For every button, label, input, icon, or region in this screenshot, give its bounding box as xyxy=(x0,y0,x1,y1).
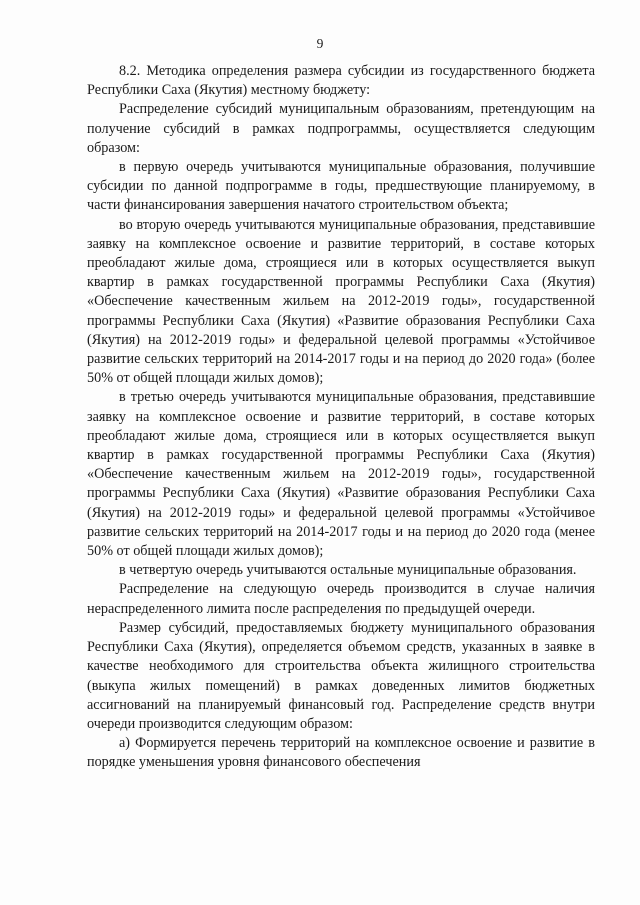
paragraph-next-queue: Распределение на следующую очередь производится в случае наличия нераспределенного лимита после распределения по предыдущей очереди. xyxy=(87,581,595,617)
paragraph-subsidy-size: Размер субсидий, предоставляемых бюджету муниципального образования Республики Саха (Якутия), определяется объемом средств, указанных в заявке в качестве необходимого для строительства объекта жилищного строительства (выкупа жилых помещений) в рамках доведенных лимитов бюджетных ассигнований на планируемый финансовый год. Распределение средств внутри очереди производится следующим образом: xyxy=(87,619,595,732)
paragraph-fourth-queue: в четвертую очередь учитываются остальные муниципальные образования. xyxy=(119,562,577,579)
paragraph-distribution-intro: Распределение субсидий муниципальным образованиям, претендующим на получение субсидий в рамках подпрограммы, осуществляется следующим образом: xyxy=(87,101,595,156)
paragraph-second-queue: во вторую очередь учитываются муниципальные образования, представившие заявку на комплексное освоение и развитие территорий, в составе которых преобладают жилые дома, строящиеся или в которых осуществляется выкуп квартир в рамках государственной программы Республики Саха (Якутия) «Обеспечение качественным жильем на 2012-2019 годы», государственной программы Республики Саха (Якутия) «Развитие образования Республики Саха (Якутия) на 2012-2019 годы» и федеральной целевой программы «Устойчивое развитие сельских территорий на 2014-2017 годы и на период до 2020 года» (более 50% от общей площади жилых домов); xyxy=(87,216,595,387)
paragraph-8-2-heading: 8.2. Методика определения размера субсидии из государственного бюджета Республики Саха (Якутия) местному бюджету: xyxy=(87,63,595,99)
document-body xyxy=(87,62,595,773)
paragraph-third-queue: в третью очередь учитываются муниципальные образования, представившие заявку на комплексное освоение и развитие территорий, в составе которых преобладают жилые дома, строящиеся или в которых осуществляется выкуп квартир в рамках государственной программы Республики Саха (Якутия) «Обеспечение качественным жильем на 2012-2019 годы», государственной программы Республики Саха (Якутия) «Развитие образования Республики Саха (Якутия) на 2012-2019 годы» и федеральной целевой программы «Устойчивое развитие сельских территорий на 2014-2017 годы и на период до 2020 года (менее 50% от общей площади жилых домов); xyxy=(87,389,595,560)
paragraph-item-a: а) Формируется перечень территорий на комплексное освоение и развитие в порядке уменьшения уровня финансового обеспечения xyxy=(87,735,595,771)
page-number: 9 xyxy=(316,36,324,51)
paragraph-first-queue: в первую очередь учитываются муниципальные образования, получившие субсидии по данной подпрограмме в годы, предшествующие планируемому, в части финансирования завершения начатого строительством объекта; xyxy=(87,159,595,214)
